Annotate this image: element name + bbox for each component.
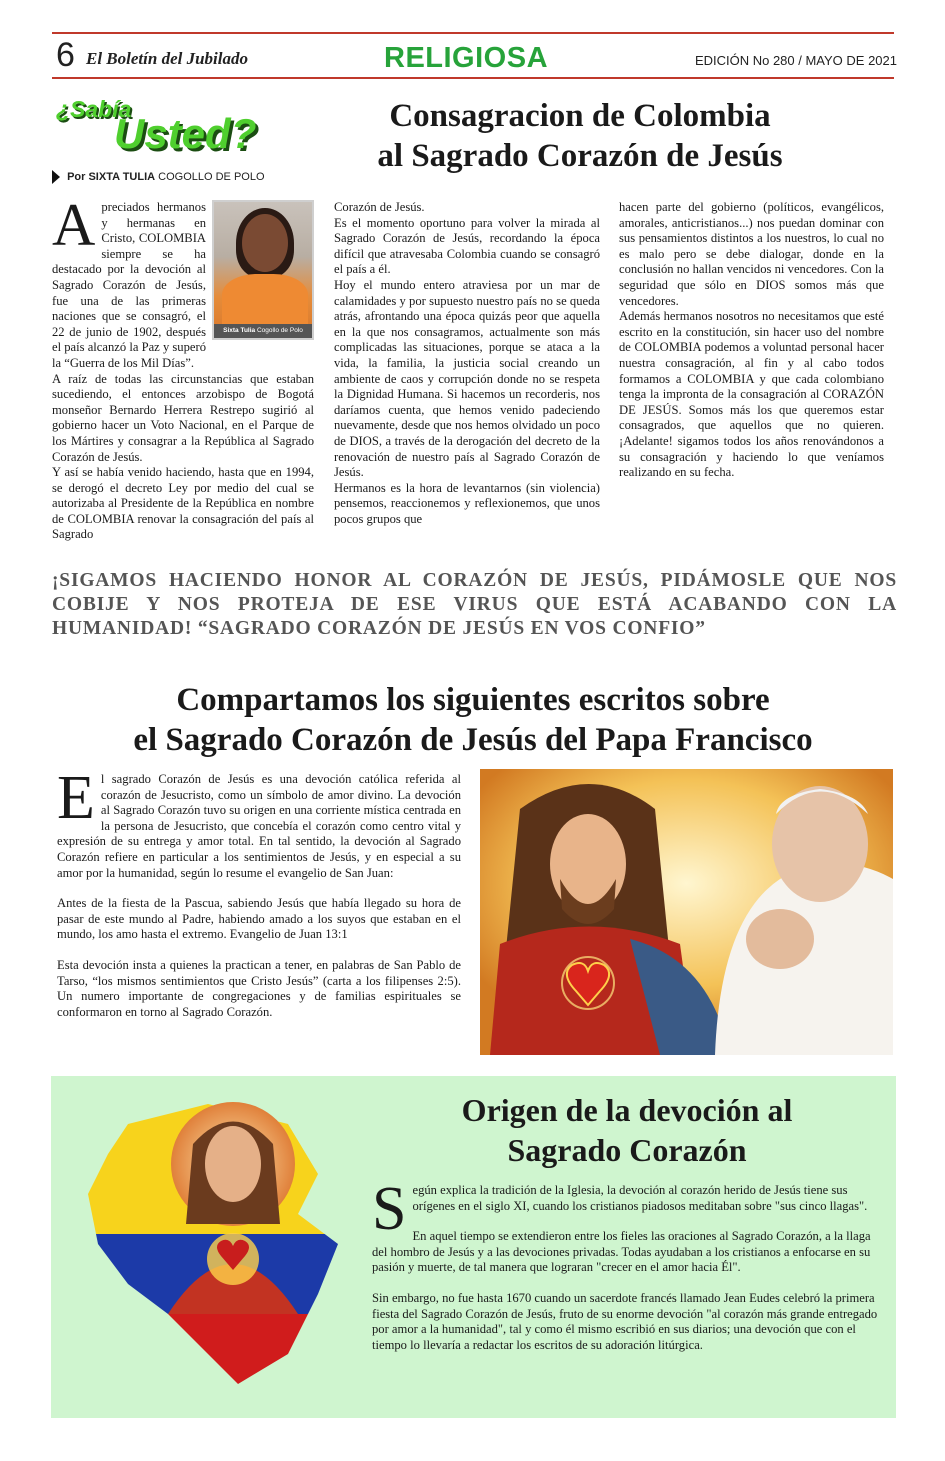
author-photo-caption: Sixta Tulia Cogollo de Polo [214, 324, 312, 338]
byline [52, 170, 265, 184]
play-triangle-icon [52, 170, 60, 184]
colombia-flag-map-image [58, 1084, 358, 1394]
paragraph: Antes de la fiesta de la Pascua, sabiendo Jesús que había llegado su hora de pasar de este mundo al Padre, habiendo amado a los suyos que estaban en el mundo, los amo hasta el extremo. Evangelio de Juan 13:1 [57, 896, 461, 942]
colombia-map-with-sacred-heart-illustration [58, 1084, 358, 1394]
article3-title-line1: Origen de la devoción al [461, 1092, 793, 1128]
article1-title-line1: Consagracion de Colombia [389, 98, 771, 134]
article3-body [372, 1175, 882, 1368]
article2-title-line1: Compartamos los siguientes escritos sobre [176, 682, 770, 718]
sacred-heart-and-pope-image [480, 769, 893, 1055]
paragraph: Es el momento oportuno para volver la mirada al Sagrado Corazón de Jesús, recordando la época difícil que atravesaba Colombia cuando se consagró el país a él. [334, 215, 600, 277]
article2-body [57, 764, 461, 1035]
article2-title-line2: el Sagrado Corazón de Jesús del Papa Francisco [133, 722, 813, 758]
paragraph: preciados hermanos y hermanas en Cristo, COLOMBIA siempre se ha destacado por la devoción al Sagrado Corazón de Jesús, fue una de las primeras naciones que se consagró, el 22 de junio de 1902, después el país alcanzó la Paz y superó la “Guerra de los Mil Días”. [52, 200, 206, 370]
article1-title-line2: al Sagrado Corazón de Jesús [377, 138, 783, 174]
byline-author-bold: SIXTA TULIA [88, 170, 156, 183]
paragraph: Además hermanos nosotros no necesitamos que esté escrito en la constitución, sin hacer uso del nombre de COLOMBIA podemos a voluntad personal hacer nuestra consagración, al fin y al cabo todos formamos a COLOMBIA y que cada colombiano tenga la impronta de la consagración al CORAZÓN DE JESÚS. Somos más los que queremos estar consagrados, que aquellos que no quieren. ¡Adelante! sigamos todos los años renovándonos a su consagración y haciendo lo que veníamos realizando en su fecha. [619, 309, 884, 480]
paragraph: Hoy el mundo entero atraviesa por un mar de calamidades y por supuesto nuestro país no se queda atrás, afrontando una época quizás peor que aquella en la que nos consagramos, actualmente son más complicadas las situaciones, porque se ataca a la vida, la familia, la justicia social creando un ambiente de caos y corrupción donde no se respeta la Dignidad Humana. Si hacemos un recorderis, nos daríamos cuenta, que hemos venido padeciendo nuevamente, desde que nos hemos olvidado un poco de DIOS, a través de la derogación del decreto de la renovación de nuestro país al Sagrado Corazón de Jesús. [334, 277, 600, 480]
logo-line1: ¿Sabía [56, 96, 132, 122]
byline-prefix: Por [67, 170, 86, 183]
sabia-usted-logo [56, 96, 286, 166]
article2-title [52, 680, 894, 760]
paragraph: Y así se había venido haciendo, hasta que en 1994, se derogó el decreto Ley por medio del cual se autorizaba al Presidente de la República en nombre de COLOMBIA renovar la consagración del país al Sagrado [52, 465, 314, 542]
edition-label: EDICIÓN No 280 / MAYO DE 2021 [694, 53, 897, 68]
header-rule-top [52, 32, 894, 34]
paragraph: Sin embargo, no fue hasta 1670 cuando un sacerdote francés llamado Jean Eudes celebró la primera fiesta del Sagrado Corazón de Jesús, fruto de su enorme devoción "al corazón más grande entregado por amor a la humanidad", tal y como él mismo escribió en sus diarios; una devoción que con el tiempo lo llevaría a redactar los escritos de su adoración litúrgica. [372, 1290, 878, 1352]
article1-title [330, 96, 830, 176]
sacred-heart-and-pope-illustration [480, 769, 893, 1055]
article3-title [410, 1090, 844, 1170]
paragraph: hacen parte del gobierno (políticos, evangélicos, amorales, anticristianos...) nos puedan dominar con sus pensamientos distintos a los nuestros, lo cual no es malo pero se debe dialogar, donde en la conclusión no hallan vencidos ni vencedores. Con la seguridad que sólo en DIOS somos más que vencedores. [619, 200, 884, 308]
article3-title-line2: Sagrado Corazón [507, 1132, 747, 1168]
section-title: RELIGIOSA [384, 42, 549, 74]
paragraph: Esta devoción insta a quienes la practican a tener, en palabras de San Pablo de Tarso, “los mismos sentimientos que Cristo Jesús” (carta a los filipenses 2:5). Un numero importante de congregaciones y de familias espirituales se conformaron en torno al Sagrado Corazón. [57, 957, 461, 1019]
paragraph: El sagrado Corazón de Jesús es una devoción católica referida al corazón de Jesucristo, como un símbolo de amor divino. La devoción al Sagrado Corazón tuvo su origen en una corriente mística centrada en la persona de Jesucristo, que concebía el corazón como centro vital y expresión de su entrega y amor total. En tal sentido, la devoción al Sagrado Corazón refiere en particular a los sentimientos de Jesús, y en especial a su amor por la humanidad, según lo resume el evangelio de San Juan: [57, 764, 461, 880]
logo-line2: Usted? [114, 110, 257, 157]
byline-author-rest: COGOLLO DE POLO [158, 170, 265, 183]
author-photo-body [222, 274, 308, 326]
article1-column-1 [52, 192, 314, 543]
paragraph: En aquel tiempo se extendieron entre los fieles las oraciones al Sagrado Corazón, a la llaga del hombro de Jesús y a las devociones privadas. Todas ayudaban a los cristianos a enfocarse en su pasión y muerte, de tal manera que lograran "crecer en el amor hacia Él". [372, 1229, 871, 1275]
article1-column-2 [334, 200, 600, 527]
header-rule-bottom [52, 77, 894, 79]
dropcap: S [372, 1175, 407, 1243]
article1-callout: ¡SIGAMOS HACIENDO HONOR AL CORAZÓN DE JESÚS, PIDÁMOSLE QUE NOS COBIJE Y NOS PROTEJA DE ESE VIRUS QUE ESTÁ ACABANDO CON LA HUMANIDAD! “SAGRADO CORAZÓN DE JESÚS EN VOS CONFIO” [52, 570, 897, 639]
publication-name: El Boletín del Jubilado [86, 49, 248, 68]
author-photo [212, 200, 314, 340]
article1-column-3 [619, 200, 884, 481]
page-number: 6 [56, 36, 75, 74]
paragraph: Hermanos es la hora de levantarnos (sin violencia) pensemos, reaccionemos y reflexionemos, que unos pocos grupos que [334, 480, 600, 526]
dropcap: E [57, 764, 95, 832]
paragraph: Corazón de Jesús. [334, 200, 425, 214]
paragraph: A raíz de todas las circunstancias que estaban sucediendo, el entonces arzobispo de Bogotá monseñor Bernardo Herrera Restrepo sugirió al gobierno hacer un Voto Nacional, en el Parque de los Mártires y consagrar a la República al Sagrado Corazón de Jesús. [52, 371, 314, 464]
dropcap: A [52, 192, 96, 258]
paragraph: Según explica la tradición de la Iglesia, la devoción al corazón herido de Jesús tiene sus orígenes en el siglo XI, cuando los cristianos piadosos meditaban sobre "sus cinco llagas". [372, 1175, 868, 1243]
author-photo-face [242, 214, 288, 272]
